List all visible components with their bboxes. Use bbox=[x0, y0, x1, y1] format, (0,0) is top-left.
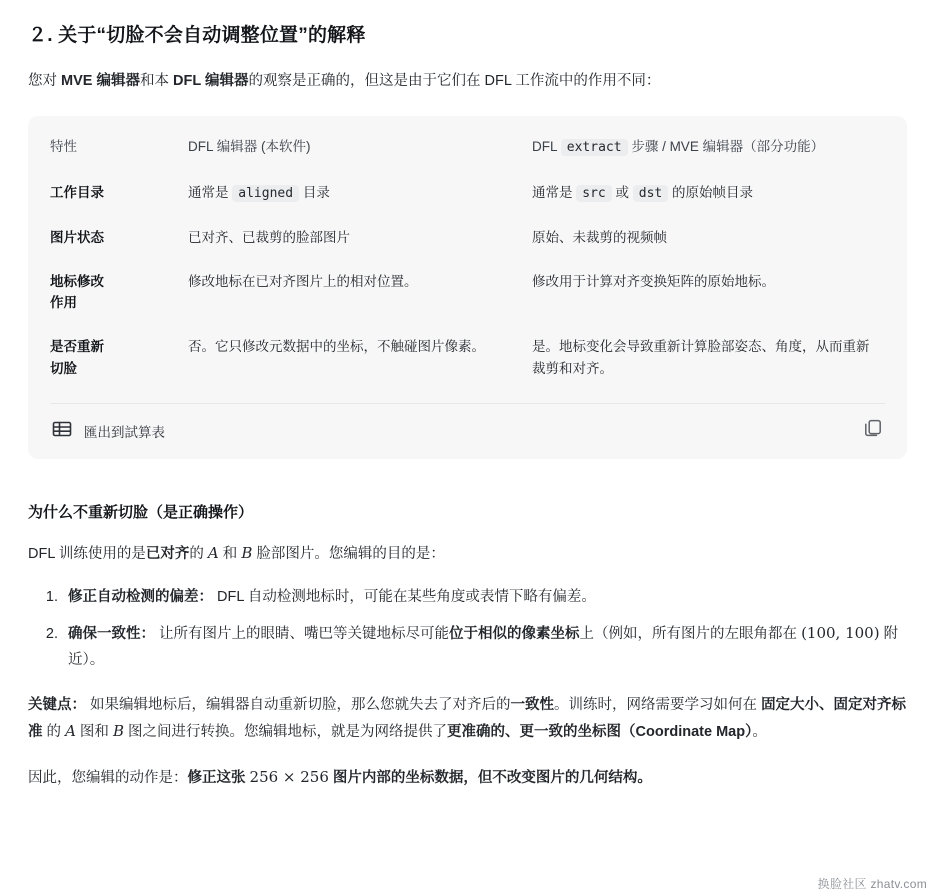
conclusion-text-1: 因此，您编辑的动作是： bbox=[28, 769, 188, 786]
row-a-recut: 否。它只修改元数据中的坐标，不触碰图片像素。 bbox=[188, 339, 485, 355]
table-grid-icon bbox=[52, 419, 72, 442]
row-b-landmark: 修改用于计算对齐变换矩阵的原始地标。 bbox=[532, 273, 775, 289]
point-2-text-3: 附近）。 bbox=[68, 625, 899, 668]
point-2-text-2: 上（例如，所有图片的左眼角都在 bbox=[579, 625, 802, 642]
intro-text-3: 的观察是正确的，但这是由于它们在 DFL 工作流中的作用不同： bbox=[248, 73, 661, 89]
why-intro-var-b: B bbox=[241, 544, 253, 563]
header-col-b bbox=[532, 134, 885, 173]
keypoint-text-2: 。训练时，网络需要学习如何在 bbox=[554, 696, 762, 713]
row-b-workdir-mid: 或 bbox=[611, 185, 633, 201]
intro-bold-mve: MVE 编辑器 bbox=[61, 73, 140, 89]
keypoint-text-4: 图和 bbox=[75, 724, 113, 741]
keypoint-label: 关键点： bbox=[28, 696, 86, 713]
row-b-workdir bbox=[532, 172, 885, 217]
row-feature-recut-l1: 是否重新 bbox=[50, 339, 104, 355]
intro-paragraph bbox=[28, 69, 907, 94]
why-intro-bold: 已对齐 bbox=[145, 546, 190, 563]
why-intro-3: 和 bbox=[218, 546, 242, 563]
list-item bbox=[62, 584, 907, 610]
table-header-row bbox=[50, 134, 885, 173]
row-feature-landmark bbox=[50, 261, 188, 326]
watermark bbox=[818, 875, 927, 892]
intro-bold-dfl: DFL 编辑器 bbox=[173, 73, 249, 89]
row-a-workdir-code: aligned bbox=[232, 185, 299, 202]
export-to-sheets-label: 匯出到試算表 bbox=[84, 424, 165, 440]
row-feature-workdir: 工作目录 bbox=[50, 185, 104, 201]
export-to-sheets-button[interactable] bbox=[52, 419, 165, 442]
keypoint-text-3: 的 bbox=[42, 724, 66, 741]
list-item bbox=[62, 620, 907, 673]
point-2-coordinate: (100, 100) bbox=[801, 623, 880, 642]
keypoint-paragraph bbox=[28, 693, 907, 746]
why-intro-var-a: A bbox=[207, 544, 219, 563]
row-b-recut: 是。地标变化会导致重新计算脸部姿态、角度，从而重新裁剪和对齐。 bbox=[532, 339, 870, 376]
why-points-list bbox=[28, 584, 907, 673]
keypoint-bold-2: 固定大小、固定对齐标准 bbox=[28, 696, 907, 741]
header-feature: 特性 bbox=[50, 138, 77, 154]
row-b-workdir-post: 的原始帧目录 bbox=[668, 185, 754, 201]
watermark-site-name: 换脸社区 bbox=[817, 877, 867, 891]
point-2-text-1: 让所有图片上的眼睛、嘴巴等关键地标尽可能 bbox=[155, 625, 450, 642]
conclusion-size: 256 × 256 bbox=[249, 767, 329, 786]
keypoint-var-a: A bbox=[65, 722, 76, 741]
row-b-workdir-pre: 通常是 bbox=[532, 185, 577, 201]
why-intro-paragraph bbox=[28, 540, 907, 567]
row-b-imgstate: 原始、未裁剪的视频帧 bbox=[532, 230, 667, 246]
row-feature-landmark-l1: 地标修改 bbox=[50, 273, 104, 289]
point-1-bold: 修正自动检测的偏差： bbox=[68, 588, 213, 605]
why-intro-2: 的 bbox=[189, 546, 208, 563]
intro-text-1: 您对 bbox=[28, 73, 62, 89]
table-card-footer bbox=[50, 403, 885, 459]
row-feature-landmark-l2: 作用 bbox=[50, 295, 77, 311]
row-b-workdir-code1: src bbox=[576, 185, 611, 202]
keypoint-text-1: 如果编辑地标后，编辑器自动重新切脸，那么您就失去了对齐后的 bbox=[86, 696, 511, 713]
row-a-imgstate: 已对齐、已裁剪的脸部图片 bbox=[188, 230, 350, 246]
header-col-b-code: extract bbox=[561, 139, 628, 156]
keypoint-var-b: B bbox=[112, 722, 124, 741]
row-b-workdir-code2: dst bbox=[633, 185, 668, 202]
point-2-bold: 确保一致性： bbox=[68, 625, 155, 642]
conclusion-bold-1: 修正这张 bbox=[187, 769, 250, 786]
row-feature-recut bbox=[50, 326, 188, 391]
keypoint-text-6: 。 bbox=[752, 724, 767, 741]
row-a-workdir-pre: 通常是 bbox=[188, 185, 233, 201]
copy-icon[interactable] bbox=[863, 418, 883, 443]
row-feature-recut-l2: 切脸 bbox=[50, 360, 77, 376]
keypoint-bold-1: 一致性 bbox=[510, 696, 555, 713]
conclusion-paragraph bbox=[28, 764, 907, 791]
table-row bbox=[50, 172, 885, 217]
why-intro-4: 脸部图片。您编辑的目的是： bbox=[252, 546, 445, 563]
point-2-bold-2: 位于相似的像素坐标 bbox=[449, 625, 580, 642]
why-section-title: 为什么不重新切脸（是正确操作） bbox=[28, 504, 254, 522]
header-col-b-post: 步骤 / MVE 编辑器（部分功能） bbox=[627, 138, 825, 154]
page-title: ２. 关于“切脸不会自动调整位置”的解释 bbox=[28, 25, 366, 46]
watermark-domain: zhatv.com bbox=[870, 877, 927, 891]
keypoint-text-5: 图之间进行转换。您编辑地标，就是为网络提供了 bbox=[124, 724, 448, 741]
comparison-table bbox=[50, 134, 885, 392]
conclusion-bold-2: 图片内部的坐标数据，但不改变图片的几何结构。 bbox=[328, 769, 652, 786]
intro-text-2: 和本 bbox=[139, 73, 174, 89]
row-a-workdir-post: 目录 bbox=[299, 185, 330, 201]
table-row bbox=[50, 326, 885, 391]
header-col-b-pre: DFL bbox=[532, 138, 561, 154]
point-1-text: DFL 自动检测地标时，可能在某些角度或表情下略有偏差。 bbox=[213, 588, 596, 605]
why-intro-1: DFL 训练使用的是 bbox=[28, 546, 146, 563]
header-col-a: DFL 编辑器 (本软件) bbox=[188, 138, 311, 154]
comparison-table-card bbox=[28, 116, 907, 460]
row-a-workdir bbox=[188, 172, 532, 217]
table-row bbox=[50, 261, 885, 326]
table-row bbox=[50, 217, 885, 261]
row-feature-imgstate: 图片状态 bbox=[50, 230, 104, 246]
keypoint-bold-3: 更准确的、更一致的坐标图（Coordinate Map） bbox=[447, 724, 753, 741]
row-a-landmark: 修改地标在已对齐图片上的相对位置。 bbox=[188, 273, 418, 289]
